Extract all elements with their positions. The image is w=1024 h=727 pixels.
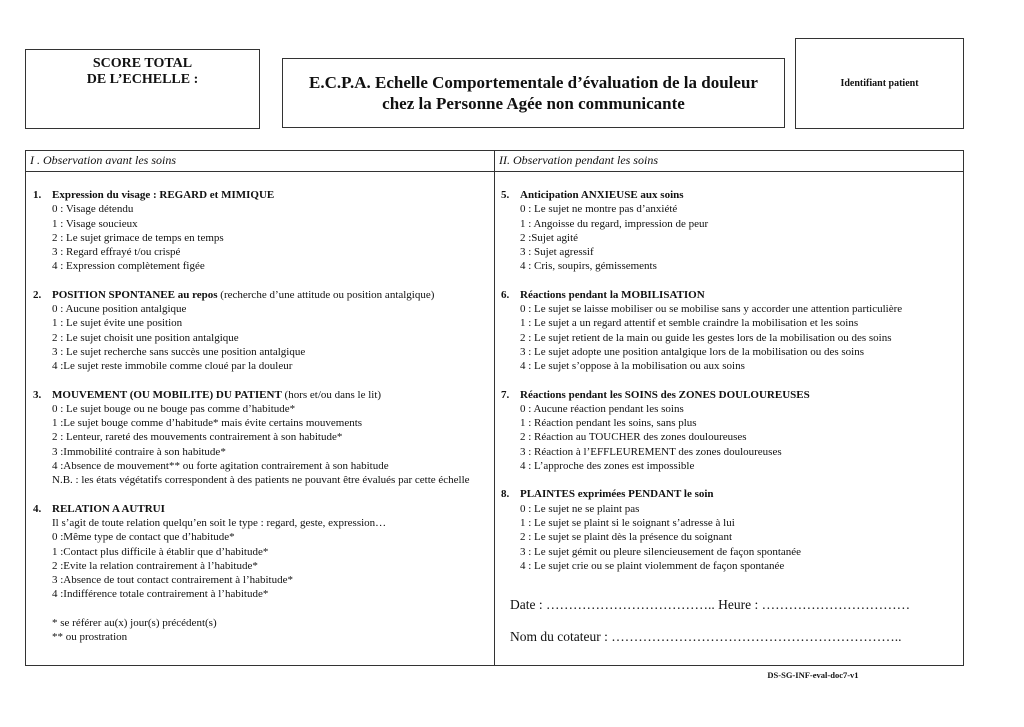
section-number: 7. <box>501 388 510 401</box>
score-option[interactable]: 2 : Le sujet grimace de temps en temps <box>52 231 224 244</box>
score-option[interactable]: 0 : Le sujet ne se plaint pas <box>520 502 640 515</box>
section-title: RELATION A AUTRUI <box>52 502 165 515</box>
score-label-line2: DE L’ECHELLE : <box>86 72 199 87</box>
score-option[interactable]: 1 :Le sujet bouge comme d’habitude* mais évite certains mouvements <box>52 417 363 430</box>
section-number: 8. <box>501 488 510 501</box>
score-option[interactable]: 0 : Aucune réaction pendant les soins <box>520 402 684 415</box>
score-option[interactable]: 4 : Expression complètement figée <box>52 260 205 273</box>
section-number: 2. <box>33 288 42 301</box>
table-header-row <box>26 151 963 172</box>
section-complaints <box>501 487 961 573</box>
score-option[interactable]: 3 :Absence de tout contact contrairement à l’habitude* <box>52 574 293 587</box>
observation-table <box>25 150 964 666</box>
score-option[interactable]: 0 : Visage détendu <box>52 203 134 216</box>
score-option[interactable]: 1 : Angoisse du regard, impression de peur <box>520 217 709 230</box>
score-option[interactable]: 1 :Contact plus difficile à établir que d’habitude* <box>52 545 269 558</box>
score-option[interactable]: 1 : Le sujet évite une position <box>52 317 183 330</box>
score-option[interactable]: 1 : Visage soucieux <box>52 217 138 230</box>
score-option[interactable]: 4 :Le sujet reste immobile comme cloué par la douleur <box>52 360 293 373</box>
column-divider <box>494 171 495 665</box>
section-note: N.B. : les états végétatifs correspondent à des patients ne pouvant être évalués par cette échelle <box>52 474 470 487</box>
section-spontaneous-position <box>33 288 491 374</box>
header-before-care: I . Observation avant les soins <box>30 153 176 167</box>
section-title: Expression du visage : REGARD et MIMIQUE <box>52 189 275 201</box>
score-option[interactable]: 3 : Réaction à l’EFFLEUREMENT des zones douloureuses <box>520 445 782 458</box>
score-option[interactable]: 1 : Le sujet a un regard attentif et semble craindre la mobilisation et les soins <box>520 317 859 330</box>
score-option[interactable]: 2 : Le sujet retient de la main ou guide les gestes lors de la mobilisation ou des soins <box>520 331 892 344</box>
score-option[interactable]: 1 : Le sujet se plaint si le soignant s’adresse à lui <box>520 516 735 529</box>
score-option[interactable]: 4 : L’approche des zones est impossible <box>520 460 695 473</box>
score-option[interactable]: 2 : Le sujet se plaint dès la présence du soignant <box>520 531 732 544</box>
score-option[interactable]: 3 : Le sujet gémit ou pleure silencieusement de façon spontanée <box>520 545 802 558</box>
section-painful-zone-care <box>501 388 961 474</box>
score-option[interactable]: 3 :Immobilité contraire à son habitude* <box>52 445 226 458</box>
score-option[interactable]: 2 : Le sujet choisit une position antalgique <box>52 331 239 344</box>
score-option[interactable]: 3 : Le sujet adopte une position antalgique lors de la mobilisation ou des soins <box>520 345 865 358</box>
section-patient-mobility <box>33 388 491 488</box>
score-option[interactable]: 0 : Le sujet se laisse mobiliser ou se mobilise sans y accorder une attention particulière <box>520 303 903 316</box>
section-title: Réactions pendant les SOINS des ZONES DOULOUREUSES <box>520 388 810 401</box>
section-number: 6. <box>501 288 510 301</box>
score-option[interactable]: 4 :Absence de mouvement** ou forte agitation contrairement à son habitude <box>52 460 389 473</box>
patient-id-label: Identifiant patient <box>840 78 919 89</box>
footnote: * se référer au(x) jour(s) précédent(s) <box>52 616 217 629</box>
section-title: POSITION SPONTANEE au repos (recherche d’une attitude ou position antalgique) <box>52 288 435 301</box>
score-option[interactable]: 0 : Le sujet ne montre pas d’anxiété <box>520 203 678 216</box>
section-number: 5. <box>501 189 510 201</box>
score-label-line1: SCORE TOTAL <box>92 56 193 71</box>
section-facial-expression <box>33 188 491 274</box>
before-care-column <box>33 188 491 644</box>
form-title-line1: E.C.P.A. Echelle Comportementale d’évaluation de la douleur <box>309 73 758 92</box>
section-mobilisation-reactions <box>501 288 961 374</box>
section-title: PLAINTES exprimées PENDANT le soin <box>520 488 714 501</box>
form-title-box <box>282 58 785 128</box>
date-time-field[interactable]: Date : ……………………………….. Heure : …………………………… <box>510 597 911 613</box>
form-title-line2: chez la Personne Agée non communicante <box>382 94 685 113</box>
section-intro: Il s’agit de toute relation quelqu’en soit le type : regard, geste, expression… <box>52 516 387 529</box>
section-title: MOUVEMENT (OU MOBILITE) DU PATIENT (hors et/ou dans le lit) <box>52 388 382 401</box>
footnotes <box>52 616 491 645</box>
footnote: ** ou prostration <box>52 631 128 644</box>
section-number: 1. <box>33 189 42 201</box>
score-option[interactable]: 2 : Réaction au TOUCHER des zones douloureuses <box>520 431 747 444</box>
score-option[interactable]: 2 :Sujet agité <box>520 231 579 244</box>
document-reference: DS-SG-INF-eval-doc7-v1 <box>767 670 859 680</box>
score-option[interactable]: 4 : Le sujet crie ou se plaint violemment de façon spontanée <box>520 559 785 572</box>
patient-id-box[interactable] <box>795 38 964 129</box>
score-option[interactable]: 4 : Le sujet s’oppose à la mobilisation ou aux soins <box>520 360 745 373</box>
score-option[interactable]: 2 :Evite la relation contrairement à l’habitude* <box>52 559 258 572</box>
section-relation-to-others <box>33 502 491 602</box>
score-option[interactable]: 4 :Indifférence totale contrairement à l’habitude* <box>52 588 269 601</box>
score-option[interactable]: 1 : Réaction pendant les soins, sans plus <box>520 417 697 430</box>
score-option[interactable]: 3 : Regard effrayé t/ou crispé <box>52 246 181 259</box>
score-option[interactable]: 3 : Le sujet recherche sans succès une position antalgique <box>52 345 306 358</box>
during-care-column <box>501 188 961 645</box>
score-option[interactable]: 0 : Aucune position antalgique <box>52 303 187 316</box>
section-number: 4. <box>33 502 42 515</box>
score-option[interactable]: 0 : Le sujet bouge ou ne bouge pas comme d’habitude* <box>52 402 296 415</box>
score-option[interactable]: 3 : Sujet agressif <box>520 246 594 259</box>
section-title: Réactions pendant la MOBILISATION <box>520 288 705 301</box>
rater-name-field[interactable]: Nom du cotateur : ……………………………………………………….. <box>510 629 902 645</box>
section-number: 3. <box>33 388 42 401</box>
total-score-box[interactable] <box>25 49 260 129</box>
score-option[interactable]: 2 : Lenteur, rareté des mouvements contrairement à son habitude* <box>52 431 343 444</box>
score-option[interactable]: 4 : Cris, soupirs, gémissements <box>520 260 657 273</box>
score-option[interactable]: 0 :Même type de contact que d’habitude* <box>52 531 235 544</box>
section-anxious-anticipation <box>501 188 961 274</box>
header-during-care: II. Observation pendant les soins <box>494 151 963 171</box>
section-title: Anticipation ANXIEUSE aux soins <box>520 189 684 201</box>
